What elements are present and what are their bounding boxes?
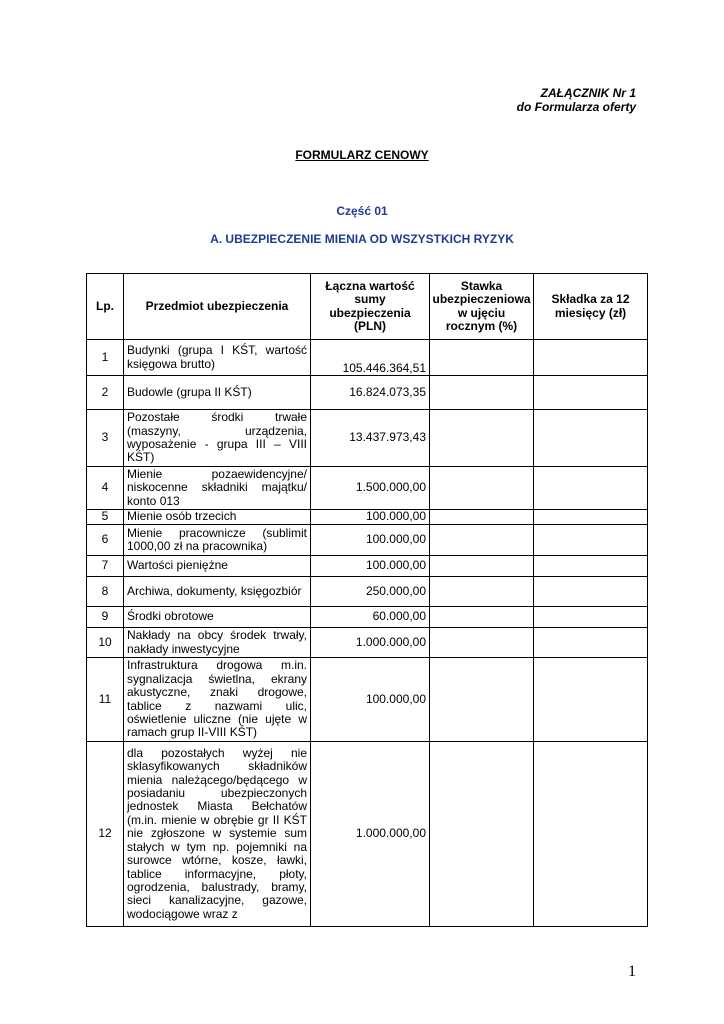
table-row <box>87 525 648 556</box>
row-sum-insured: 1.000.000,00 <box>311 742 430 927</box>
row-sum-insured: 60.000,00 <box>311 607 430 628</box>
row-subject: Środki obrotowe <box>124 607 311 628</box>
row-lp: 7 <box>87 556 124 577</box>
row-rate <box>430 577 534 607</box>
table-row <box>87 510 648 525</box>
row-subject: Mienie pozaewidencyjne/ niskocenne składniki majątku/ konto 013 <box>124 467 311 510</box>
row-rate <box>430 607 534 628</box>
row-rate <box>430 340 534 376</box>
table-row <box>87 742 648 927</box>
row-premium <box>534 340 648 376</box>
table-row <box>87 340 648 376</box>
row-subject: Mienie pracownicze (sublimit 1000,00 zł na pracownika) <box>124 525 311 556</box>
header-rate: Stawka ubezpieczeniowa w ujęciu rocznym (%) <box>430 274 534 340</box>
row-lp: 3 <box>87 410 124 467</box>
row-lp: 12 <box>87 742 124 927</box>
row-subject: Infrastruktura drogowa m.in. sygnalizacja świetlna, ekrany akustyczne, znaki drogowe, tablice z nazwami ulic, oświetlenie uliczne (nie ujęte w ramach grup II-VIII KŚT) <box>124 658 311 742</box>
row-premium <box>534 607 648 628</box>
row-sum-insured: 100.000,00 <box>311 658 430 742</box>
row-premium <box>534 577 648 607</box>
table-row <box>87 577 648 607</box>
row-premium <box>534 742 648 927</box>
row-subject: Budowle (grupa II KŚT) <box>124 376 311 410</box>
header-subject: Przedmiot ubezpieczenia <box>124 274 311 340</box>
table-row <box>87 376 648 410</box>
row-premium <box>534 510 648 525</box>
row-rate <box>430 410 534 467</box>
row-rate <box>430 556 534 577</box>
row-sum-insured: 100.000,00 <box>311 525 430 556</box>
row-sum-insured: 1.000.000,00 <box>311 628 430 658</box>
row-sum-insured: 105.446.364,51 <box>311 340 430 376</box>
table-row <box>87 467 648 510</box>
row-sum-insured: 100.000,00 <box>311 556 430 577</box>
header-sum-insured: Łączna wartość sumy ubezpieczenia (PLN) <box>311 274 430 340</box>
row-subject: Pozostałe środki trwałe (maszyny, urządzenia, wyposażenie - grupa III – VIII KŚT) <box>124 410 311 467</box>
row-rate <box>430 376 534 410</box>
section-heading: A. UBEZPIECZENIE MIENIA OD WSZYSTKICH RYZYK <box>210 232 514 246</box>
row-premium <box>534 556 648 577</box>
header-premium: Składka za 12 miesięcy (zł) <box>534 274 648 340</box>
row-lp: 2 <box>87 376 124 410</box>
row-lp: 10 <box>87 628 124 658</box>
row-premium <box>534 525 648 556</box>
row-premium <box>534 410 648 467</box>
row-rate <box>430 658 534 742</box>
row-sum-insured: 100.000,00 <box>311 510 430 525</box>
row-lp: 9 <box>87 607 124 628</box>
row-lp: 11 <box>87 658 124 742</box>
row-rate <box>430 467 534 510</box>
annex-label <box>517 86 636 114</box>
row-sum-insured: 13.437.973,43 <box>311 410 430 467</box>
row-lp: 4 <box>87 467 124 510</box>
row-subject: Archiwa, dokumenty, księgozbiór <box>124 577 311 607</box>
row-sum-insured: 1.500.000,00 <box>311 467 430 510</box>
row-subject: dla pozostałych wyżej nie sklasyfikowanych składników mienia należącego/będącego w posiadaniu ubezpieczonych jednostek Miasta Bełchatów (m.in. mienie w obrębie gr II KŚT nie zgłoszone w systemie sum stałych w tym np. pojemniki na surowce wtórne, kosze, ławki, tablice informacyjne, płoty, ogrodzenia, balustrady, bramy, sieci kanalizacyjne, gazowe, wodociągowe wraz z <box>124 742 311 927</box>
page-number: 1 <box>628 963 636 980</box>
row-lp: 6 <box>87 525 124 556</box>
table-row <box>87 410 648 467</box>
table-row <box>87 607 648 628</box>
header-lp: Lp. <box>87 274 124 340</box>
row-lp: 5 <box>87 510 124 525</box>
page-title: FORMULARZ CENOWY <box>295 148 429 162</box>
row-premium <box>534 628 648 658</box>
row-sum-insured: 250.000,00 <box>311 577 430 607</box>
row-lp: 8 <box>87 577 124 607</box>
row-premium <box>534 658 648 742</box>
table-header-row <box>87 274 648 340</box>
row-rate <box>430 525 534 556</box>
price-table <box>86 273 648 927</box>
row-subject: Wartości pieniężne <box>124 556 311 577</box>
row-subject: Budynki (grupa I KŚT, wartość księgowa brutto) <box>124 340 311 376</box>
row-premium <box>534 376 648 410</box>
table-row <box>87 658 648 742</box>
table-row <box>87 556 648 577</box>
row-sum-insured: 16.824.073,35 <box>311 376 430 410</box>
table-row <box>87 628 648 658</box>
row-lp: 1 <box>87 340 124 376</box>
row-subject: Nakłady na obcy środek trwały, nakłady inwestycyjne <box>124 628 311 658</box>
row-subject: Mienie osób trzecich <box>124 510 311 525</box>
row-rate <box>430 510 534 525</box>
annex-line-2: do Formularza oferty <box>516 100 636 114</box>
row-premium <box>534 467 648 510</box>
part-heading: Część 01 <box>336 204 388 218</box>
row-rate <box>430 742 534 927</box>
row-rate <box>430 628 534 658</box>
annex-line-1: ZAŁĄCZNIK Nr 1 <box>540 86 636 100</box>
